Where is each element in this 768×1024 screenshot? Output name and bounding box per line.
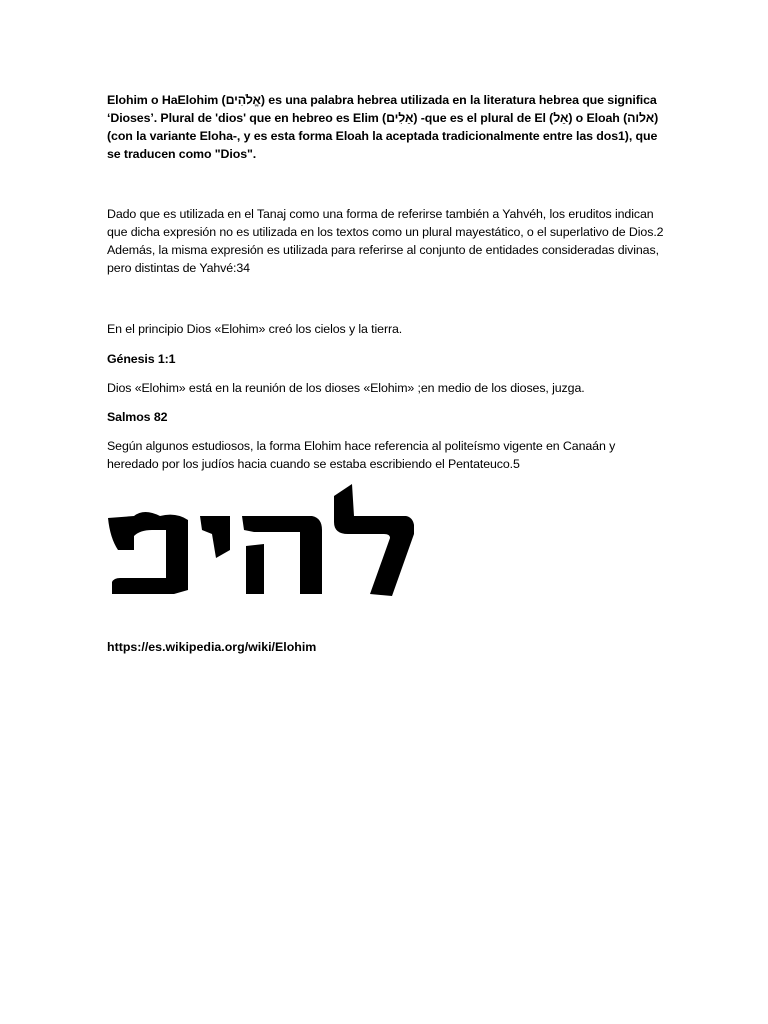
hebrew-letter-yod (200, 516, 230, 558)
hebrew-letter-final-mem (108, 512, 188, 594)
paragraph-intro: Elohim o HaElohim (אֱלֹהִים) es una palabra hebrea utilizada en la literatura hebrea que significa ‘Dioses’. Plural de 'dios' que en hebreo es Elim (אֵלִים) -que es el plural de El (אֵל) o Eloah (אלוה) (con la variante Eloha-, y es esta forma Eloah la aceptada tradicionalmente entre las dos1), que se traducen como "Dios". (107, 93, 659, 161)
hebrew-elohim-image (104, 478, 414, 603)
hebrew-letter-lamed (334, 484, 414, 596)
paragraph-tanaj: Dado que es utilizada en el Tanaj como una forma de referirse también a Yahvéh, los eruditos indican que dicha expresión no es utilizada en los textos como un plural mayestático, o el superlativo de Dios.2 Además, la misma expresión es utilizada para referirse al conjunto de entidades consideradas divinas, pero distintas de Yahvé:34 (107, 207, 664, 275)
paragraph-politeismo: Según algunos estudiosos, la forma Elohim hace referencia al politeísmo vigente en Canaán y heredado por los judíos hacia cuando se estaba escribiendo el Pentateuco.5 (107, 439, 616, 471)
source-link[interactable]: https://es.wikipedia.org/wiki/Elohim (107, 640, 317, 654)
citation-salmos: Salmos 82 (107, 410, 168, 424)
quote-salmos: Dios «Elohim» está en la reunión de los dioses «Elohim» ;en medio de los dioses, juzga. (107, 381, 585, 395)
citation-genesis: Génesis 1:1 (107, 352, 176, 366)
quote-genesis: En el principio Dios «Elohim» creó los cielos y la tierra. (107, 322, 403, 336)
hebrew-letter-he (242, 516, 322, 594)
